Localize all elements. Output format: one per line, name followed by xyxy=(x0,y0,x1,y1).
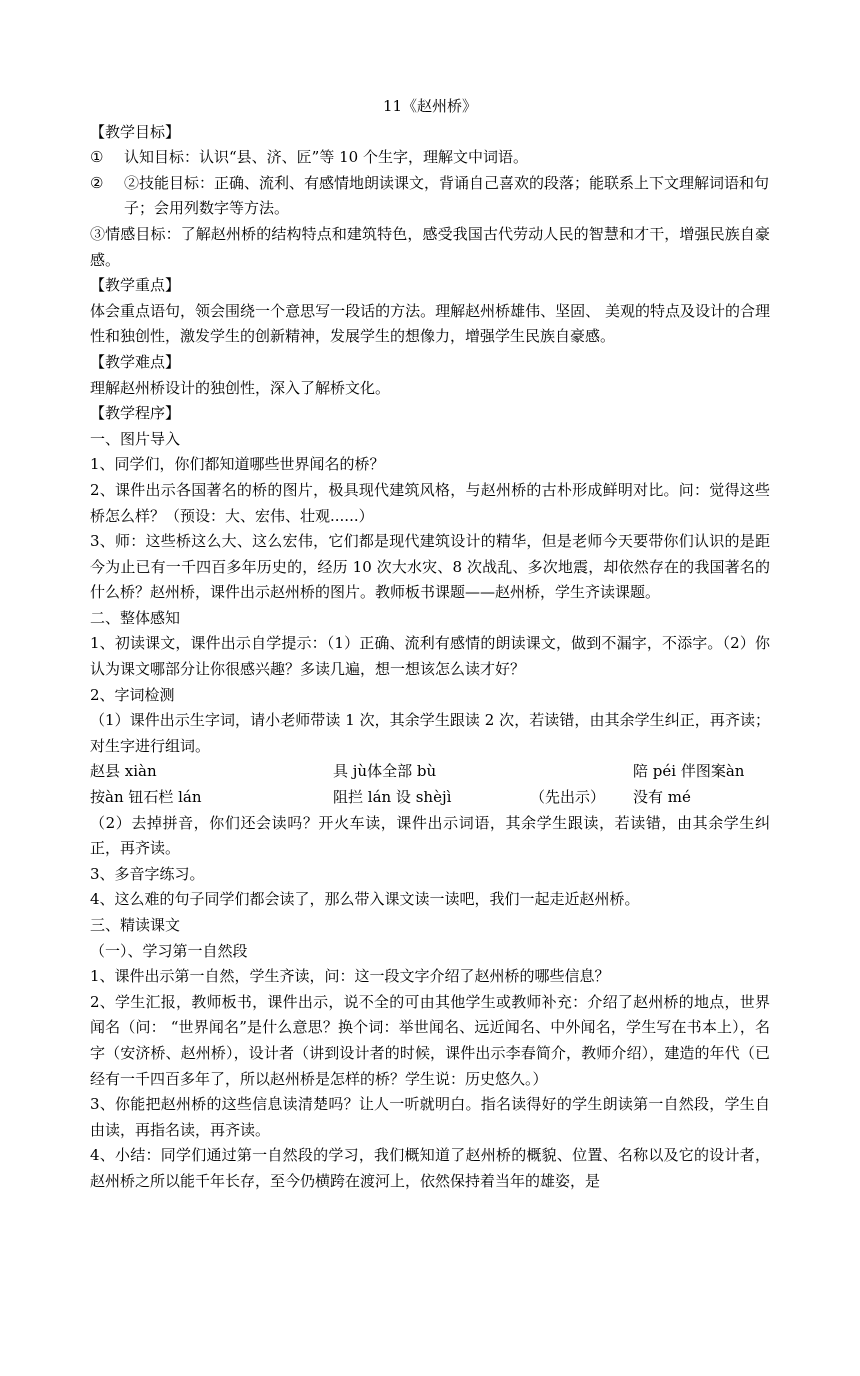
paragraph: 2、课件出示各国著名的桥的图片，极具现代建筑风格，与赵州桥的古朴形成鲜明对比。问：觉得这些桥怎么样？（预设：大、宏伟、壮观......） xyxy=(90,480,770,525)
paragraph: 4、这么难的句子同学们都会读了，那么带入课文读一读吧，我们一起走近赵州桥。 xyxy=(90,890,640,909)
vocab-item: 赵县 xiàn xyxy=(90,762,157,781)
paragraph: （2）去掉拼音，你们还会读吗？开火车读，课件出示词语，其余学生跟读，若读错，由其余学生纠正，再齐读。 xyxy=(90,813,770,858)
vocab-item: 阻拦 lán 设 shèjì xyxy=(333,788,452,807)
paragraph: 3、你能把赵州桥的这些信息读清楚吗？让人一听就明白。指名读得好的学生朗读第一自然段，学生自由读，再指名读，再齐读。 xyxy=(90,1095,770,1139)
vocab-item: 按àn 钮石栏 lán xyxy=(90,788,202,807)
difficulty-text: 理解赵州桥设计的独创性，深入了解桥文化。 xyxy=(90,378,391,397)
vocab-item: 没有 mé xyxy=(633,788,691,807)
goal-item-1 xyxy=(90,145,770,171)
paragraph: 3、师：这些桥这么大、这么宏伟，它们都是现代建筑设计的精华，但是老师今天要带你们认识的是距今为止已有一千四百多年历史的，经历 10 次大水灾、8 次战乱、多次地震，却依然存在的我国著名的什么桥？赵州桥，课件出示赵州桥的图片。教师板书课题——赵州桥，学生齐读课题。 xyxy=(90,532,770,602)
goal-text: 认知目标：认识“县、济、匠”等 10 个生字，理解文中词语。 xyxy=(124,148,528,167)
part2-heading: 二、整体感知 xyxy=(90,608,181,627)
paragraph: 1、同学们，你们都知道哪些世界闻名的桥？ xyxy=(90,455,385,474)
paragraph: 1、初读课文，课件出示自学提示：（1）正确、流利有感情的朗读课文，做到不漏字，不添字。（2）你认为课文哪部分让你很感兴趣？多读几遍，想一想该怎么读才好？ xyxy=(90,634,770,679)
document-body xyxy=(90,94,770,1195)
paragraph: 3、多音字练习。 xyxy=(90,864,205,883)
paragraph: （1）课件出示生字词，请小老师带读 1 次，其余学生跟读 2 次，若读错，由其余学生纠正，再齐读；对生字进行组词。 xyxy=(90,711,770,755)
goal-item-2 xyxy=(90,171,770,222)
key-points-text: 体会重点语句，领会围绕一个意思写一段话的方法。理解赵州桥雄伟、坚固、 美观的特点及设计的合理性和独创性，激发学生的创新精神，发展学生的想像力，增强学生民族自豪感。 xyxy=(90,301,770,346)
vocab-item: （先出示） xyxy=(530,788,606,807)
goal-item-3: ③情感目标：了解赵州桥的结构特点和建筑特色，感受我国古代劳动人民的智慧和才干，增强民族自豪感。 xyxy=(90,224,770,269)
subsection-heading: （一）、学习第一自然段 xyxy=(90,941,248,960)
vocab-row xyxy=(90,785,770,811)
goal-number: ② xyxy=(90,173,104,192)
vocab-item: 陪 péi 伴图案àn xyxy=(633,762,745,781)
paragraph: 2、字词检测 xyxy=(90,685,175,704)
paragraph: 2、学生汇报，教师板书，课件出示，说不全的可由其他学生或教师补充：介绍了赵州桥的地点，世界闻名（问： “世界闻名”是什么意思？换个词：举世闻名、远近闻名、中外闻名，学生写在书本上），名字（安济桥、赵州桥），设计者（讲到设计者的时候，课件出示李春简介，教师介绍），建造的年代（已经有一千四百多年了，所以赵州桥是怎样的桥？学生说：历史悠久。） xyxy=(90,992,770,1088)
key-points-heading: 【教学重点】 xyxy=(90,276,181,295)
goal-text: ②技能目标：正确、流利、有感情地朗读课文，背诵自己喜欢的段落；能联系上下文理解词语和句子；会用列数字等方法。 xyxy=(124,173,770,218)
part3-heading: 三、精读课文 xyxy=(90,916,181,934)
paragraph: 1、课件出示第一自然，学生齐读，问：这一段文字介绍了赵州桥的哪些信息？ xyxy=(90,967,610,986)
procedure-heading: 【教学程序】 xyxy=(90,404,181,423)
goal-number: ① xyxy=(90,148,104,167)
document-title: 11《赵州桥》 xyxy=(382,97,478,115)
part1-heading: 一、图片导入 xyxy=(90,429,181,448)
vocab-row xyxy=(90,759,770,785)
vocab-item: 具 jù体全部 bù xyxy=(333,762,437,781)
difficulty-heading: 【教学难点】 xyxy=(90,352,181,371)
goals-heading: 【教学目标】 xyxy=(90,122,181,141)
paragraph: 4、小结：同学们通过第一自然段的学习，我们概知道了赵州桥的概貌、位置、名称以及它的设计者，赵州桥之所以能千年长存，至今仍横跨在渡河上，依然保持着当年的雄姿，是 xyxy=(90,1146,770,1190)
